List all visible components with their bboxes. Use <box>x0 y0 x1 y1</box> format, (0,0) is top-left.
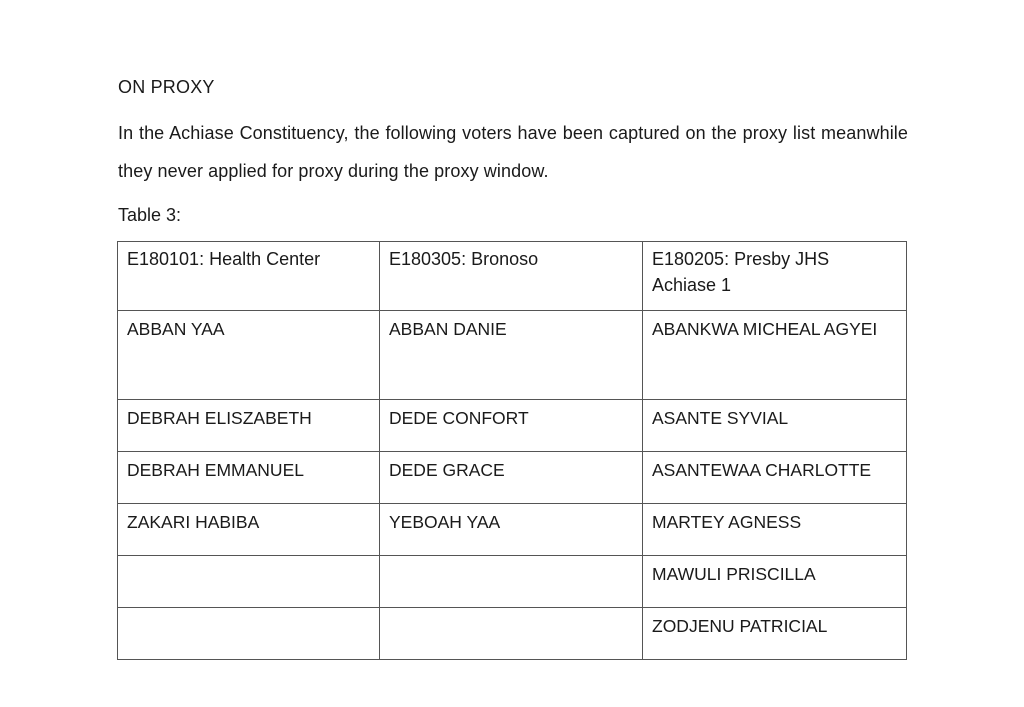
column-header-bronoso: E180305: Bronoso <box>380 242 643 311</box>
table-cell: DEBRAH ELISZABETH <box>118 400 380 452</box>
table-row <box>118 504 907 556</box>
proxy-voters-table <box>117 241 907 660</box>
table-cell: ASANTE SYVIAL <box>643 400 907 452</box>
table-cell <box>118 556 380 608</box>
table-cell: ABANKWA MICHEAL AGYEI <box>643 311 907 400</box>
table-row <box>118 400 907 452</box>
table-row <box>118 311 907 400</box>
table-cell: ABBAN DANIE <box>380 311 643 400</box>
table-cell <box>380 556 643 608</box>
table-cell: DEBRAH EMMANUEL <box>118 452 380 504</box>
table-header-row <box>118 242 907 311</box>
column-header-presby-jhs: E180205: Presby JHS Achiase 1 <box>643 242 907 311</box>
table-cell: MARTEY AGNESS <box>643 504 907 556</box>
table-cell: MAWULI PRISCILLA <box>643 556 907 608</box>
table-cell <box>380 608 643 660</box>
table-caption: Table 3: <box>118 205 182 225</box>
column-header-health-center: E180101: Health Center <box>118 242 380 311</box>
table-cell: ASANTEWAA CHARLOTTE <box>643 452 907 504</box>
table-cell: ZAKARI HABIBA <box>118 504 380 556</box>
table-cell: DEDE GRACE <box>380 452 643 504</box>
intro-paragraph: In the Achiase Constituency, the following voters have been captured on the proxy list meanwhile they never applied for proxy during the proxy window. <box>118 123 908 181</box>
table-cell: YEBOAH YAA <box>380 504 643 556</box>
table-cell: DEDE CONFORT <box>380 400 643 452</box>
table-cell <box>118 608 380 660</box>
table-cell: ZODJENU PATRICIAL <box>643 608 907 660</box>
table-row <box>118 452 907 504</box>
table-cell: ABBAN YAA <box>118 311 380 400</box>
table-row <box>118 556 907 608</box>
table-row <box>118 608 907 660</box>
section-heading: ON PROXY <box>118 77 215 97</box>
